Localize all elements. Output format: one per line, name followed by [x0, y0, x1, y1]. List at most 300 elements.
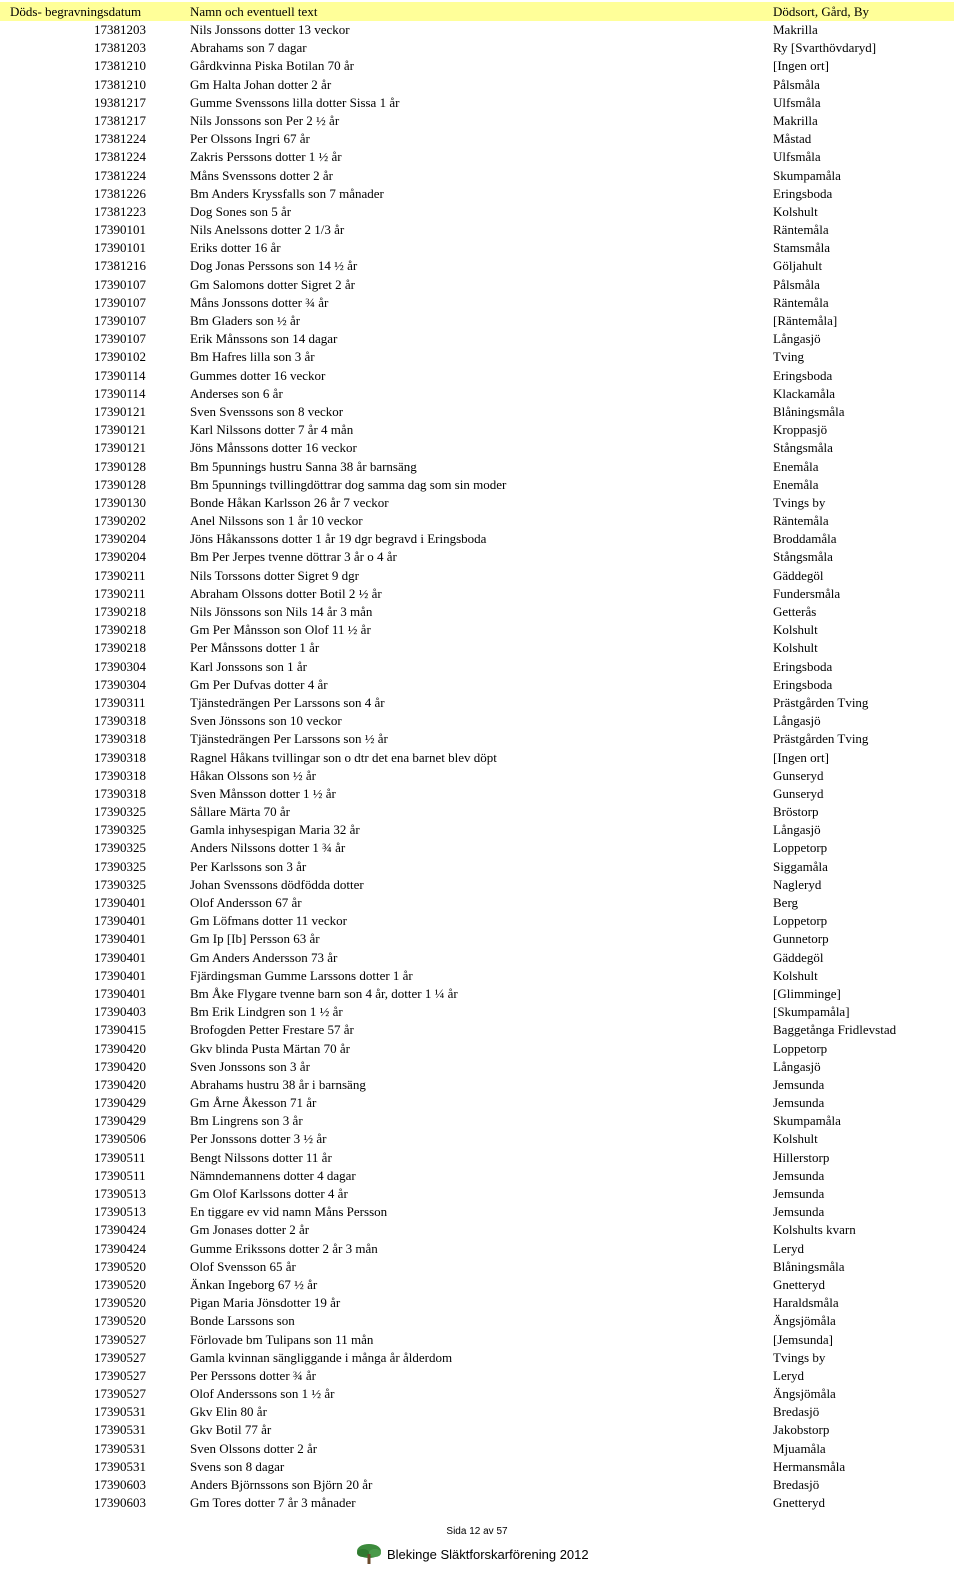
table-row	[0, 967, 960, 985]
table-row	[0, 385, 960, 403]
cell-name: Bonde Håkan Karlsson 26 år 7 veckor	[190, 494, 389, 510]
table-row	[0, 949, 960, 967]
cell-date: 17390401	[94, 895, 146, 910]
page-number: Sida 12 av 57	[446, 1526, 508, 1537]
cell-place: Baggetånga Fridlevstad	[773, 1022, 897, 1038]
cell-name: Dog Jonas Perssons son 14 ½ år	[190, 258, 358, 274]
cell-place: Leryd	[773, 1367, 805, 1383]
cell-place: Långasjö	[773, 1058, 821, 1074]
cell-place: Jemsunda	[773, 1095, 825, 1111]
cell-place: Kolshult	[773, 640, 818, 656]
cell-date: 17390318	[94, 731, 146, 747]
cell-name: Bm 5punnings tvillingdöttrar dog samma dag som sin moder	[190, 476, 507, 492]
header-date: Döds- begravningsdatum	[10, 4, 142, 19]
tree-icon	[355, 1543, 383, 1565]
table-row	[0, 767, 960, 785]
cell-date: 17390128	[94, 476, 146, 492]
cell-name: Nils Jonssons dotter 13 veckor	[190, 22, 350, 37]
cell-place: Bredasjö	[773, 1404, 820, 1420]
cell-name: Tjänstedrängen Per Larssons son 4 år	[190, 694, 385, 710]
cell-place: Loppetorp	[773, 913, 828, 929]
table-row	[0, 1149, 960, 1167]
cell-place: Gunseryd	[773, 767, 824, 783]
cell-place: Bredasjö	[773, 1477, 820, 1492]
table-row	[0, 1058, 960, 1076]
cell-place: Haraldsmåla	[773, 1295, 839, 1311]
table-row	[0, 1240, 960, 1258]
table-row	[0, 676, 960, 694]
cell-place: Gunnetorp	[773, 931, 829, 947]
table-row	[0, 348, 960, 366]
cell-name: Gamla kvinnan sängliggande i många år ålderdom	[190, 1349, 453, 1365]
cell-name: Bm Erik Lindgren son 1 ½ år	[190, 1004, 343, 1020]
cell-name: Per Månssons dotter 1 år	[190, 640, 320, 656]
cell-place: Gunseryd	[773, 785, 824, 801]
footer	[355, 1542, 589, 1566]
table-row	[0, 312, 960, 330]
table-row	[0, 367, 960, 385]
table-row	[0, 203, 960, 221]
cell-place: Enemåla	[773, 458, 819, 474]
table-row	[0, 1040, 960, 1058]
cell-place: Ulfsmåla	[773, 94, 821, 110]
cell-date: 17390325	[94, 840, 146, 856]
table-row	[0, 1203, 960, 1221]
table-row	[0, 730, 960, 748]
cell-name: Svens son 8 dagar	[190, 1458, 285, 1474]
table-row	[0, 130, 960, 148]
table-row	[0, 21, 960, 39]
cell-place: Jakobstorp	[773, 1422, 830, 1438]
cell-date: 17390603	[94, 1495, 146, 1511]
cell-date: 17390531	[94, 1422, 146, 1438]
cell-name: Karl Nilssons dotter 7 år 4 mån	[190, 422, 354, 438]
cell-date: 17390531	[94, 1440, 146, 1456]
cell-place: Loppetorp	[773, 1040, 828, 1056]
cell-place: Loppetorp	[773, 840, 828, 856]
cell-date: 17390107	[94, 331, 146, 347]
table-body	[0, 21, 960, 1512]
table-row	[0, 148, 960, 166]
cell-name: Bm Lingrens son 3 år	[190, 1113, 303, 1129]
cell-date: 17390218	[94, 640, 146, 656]
cell-place: Kroppasjö	[773, 422, 828, 438]
cell-place: Gäddegöl	[773, 567, 824, 583]
cell-date: 17390401	[94, 913, 146, 929]
table-row	[0, 712, 960, 730]
cell-name: Brofogden Petter Frestare 57 år	[190, 1022, 354, 1038]
cell-date: 17390325	[94, 822, 146, 838]
cell-name: Zakris Perssons dotter 1 ½ år	[190, 149, 342, 165]
cell-date: 19381217	[94, 94, 146, 110]
cell-date: 17390401	[94, 931, 146, 947]
table-row	[0, 1094, 960, 1112]
cell-name: Sven Svenssons son 8 veckor	[190, 403, 344, 419]
cell-date: 17390218	[94, 604, 146, 619]
cell-date: 17390107	[94, 276, 146, 292]
cell-name: Per Jonssons dotter 3 ½ år	[190, 1131, 327, 1147]
table-row	[0, 1349, 960, 1367]
cell-name: Tjänstedrängen Per Larssons son ½ år	[190, 731, 388, 747]
table-row	[0, 1476, 960, 1494]
cell-place: Jemsunda	[773, 1186, 825, 1201]
cell-name: Gkv Elin 80 år	[190, 1404, 267, 1420]
cell-place: Långasjö	[773, 822, 821, 838]
cell-name: Nämndemannens dotter 4 dagar	[190, 1167, 356, 1183]
cell-place: Ulfsmåla	[773, 149, 821, 165]
cell-date: 17390325	[94, 858, 146, 874]
cell-place: Stamsmåla	[773, 240, 831, 256]
table-row	[0, 985, 960, 1003]
cell-place: Gnetteryd	[773, 1276, 825, 1292]
cell-name: Nils Jonssons son Per 2 ½ år	[190, 112, 340, 128]
cell-name: Sållare Märta 70 år	[190, 804, 290, 820]
table-row	[0, 1221, 960, 1239]
cell-name: Gkv blinda Pusta Märtan 70 år	[190, 1040, 350, 1056]
cell-place: Enemåla	[773, 476, 819, 492]
cell-date: 17390506	[94, 1131, 146, 1147]
cell-date: 17390420	[94, 1076, 146, 1092]
cell-name: Gm Löfmans dotter 11 veckor	[190, 913, 347, 929]
cell-name: Per Olssons Ingri 67 år	[190, 131, 310, 147]
table-row	[0, 276, 960, 294]
cell-name: Anders Björnssons son Björn 20 år	[190, 1477, 373, 1492]
cell-date: 17390511	[94, 1149, 146, 1165]
cell-place: Eringsboda	[773, 658, 833, 674]
table-row	[0, 894, 960, 912]
table-row	[0, 294, 960, 312]
table-row	[0, 94, 960, 112]
cell-place: Prästgården Tving	[773, 731, 869, 747]
table-row	[0, 494, 960, 512]
table-row	[0, 1440, 960, 1458]
cell-date: 17381210	[94, 76, 146, 92]
table-row	[0, 603, 960, 621]
cell-date: 17390325	[94, 876, 146, 892]
cell-date: 17390204	[94, 531, 146, 547]
cell-place: Bröstorp	[773, 804, 819, 820]
cell-date: 17390520	[94, 1258, 146, 1274]
table-row	[0, 1458, 960, 1476]
cell-date: 17390527	[94, 1349, 146, 1365]
cell-name: Sven Olssons dotter 2 år	[190, 1440, 318, 1456]
cell-name: Ragnel Håkans tvillingar son o dtr det ena barnet blev döpt	[190, 749, 497, 765]
cell-date: 17390527	[94, 1331, 146, 1347]
cell-place: Stångsmåla	[773, 440, 833, 456]
cell-place: Ängsjömåla	[773, 1386, 836, 1402]
cell-name: Dog Sones son 5 år	[190, 203, 292, 219]
cell-name: Gm Tores dotter 7 år 3 månader	[190, 1495, 356, 1511]
cell-date: 17390102	[94, 349, 146, 365]
cell-place: Skumpamåla	[773, 167, 841, 183]
cell-place: Prästgården Tving	[773, 694, 869, 710]
cell-place: Makrilla	[773, 112, 818, 128]
cell-place: Blåningsmåla	[773, 403, 845, 419]
cell-date: 17390429	[94, 1113, 146, 1129]
cell-date: 17390204	[94, 549, 146, 565]
cell-date: 17390424	[94, 1240, 146, 1256]
cell-date: 17390401	[94, 949, 146, 965]
cell-place: Gnetteryd	[773, 1495, 825, 1511]
cell-name: Pigan Maria Jönsdotter 19 år	[190, 1295, 341, 1311]
table-row	[0, 585, 960, 603]
cell-date: 17390318	[94, 749, 146, 765]
cell-name: Bm 5punnings hustru Sanna 38 år barnsäng	[190, 458, 417, 474]
cell-date: 17390311	[94, 694, 146, 710]
table-row	[0, 439, 960, 457]
cell-date: 17390420	[94, 1058, 146, 1074]
cell-name: Gm Anders Andersson 73 år	[190, 949, 338, 965]
table-row	[0, 839, 960, 857]
cell-place: Kolshults kvarn	[773, 1222, 856, 1238]
cell-name: Nils Torssons dotter Sigret 9 dgr	[190, 567, 359, 583]
cell-date: 17390513	[94, 1186, 146, 1201]
table-row	[0, 1331, 960, 1349]
table-row	[0, 1421, 960, 1439]
cell-date: 17390511	[94, 1167, 146, 1183]
table-row	[0, 1367, 960, 1385]
table-row	[0, 239, 960, 257]
cell-place: [Skumpamåla]	[773, 1004, 850, 1020]
cell-date: 17390107	[94, 294, 146, 310]
table-row	[0, 639, 960, 657]
table-row	[0, 1494, 960, 1512]
cell-date: 17390114	[94, 367, 146, 383]
table-row	[0, 658, 960, 676]
cell-date: 17390101	[94, 222, 146, 238]
table-row	[0, 185, 960, 203]
cell-date: 17390101	[94, 240, 146, 256]
table-row	[0, 785, 960, 803]
cell-place: Räntemåla	[773, 222, 829, 238]
cell-date: 17381203	[94, 40, 146, 56]
cell-date: 17390325	[94, 804, 146, 820]
cell-place: Mjuamåla	[773, 1440, 826, 1456]
cell-name: Jöns Håkanssons dotter 1 år 19 dgr begravd i Eringsboda	[190, 531, 487, 547]
table-row	[0, 167, 960, 185]
cell-name: Bonde Larssons son	[190, 1313, 295, 1329]
table-row	[0, 876, 960, 894]
cell-name: Erik Månssons son 14 dagar	[190, 331, 338, 347]
table-row	[0, 257, 960, 275]
table-row	[0, 548, 960, 566]
cell-date: 17390520	[94, 1313, 146, 1329]
cell-name: Måns Jonssons dotter ¾ år	[190, 294, 329, 310]
table-row	[0, 1076, 960, 1094]
header-name: Namn och eventuell text	[190, 4, 318, 19]
table-row	[0, 221, 960, 239]
table-row	[0, 1167, 960, 1185]
cell-name: Gm Per Månsson son Olof 11 ½ år	[190, 622, 371, 638]
table-row	[0, 1130, 960, 1148]
cell-date: 17390318	[94, 713, 146, 729]
cell-date: 17390531	[94, 1404, 146, 1420]
table-row	[0, 1258, 960, 1276]
table-row	[0, 530, 960, 548]
cell-date: 17390121	[94, 403, 146, 419]
table-row	[0, 1003, 960, 1021]
table-row	[0, 930, 960, 948]
cell-place: Fundersmåla	[773, 585, 841, 601]
cell-date: 17390121	[94, 440, 146, 456]
cell-date: 17381223	[94, 203, 146, 219]
cell-place: Tving	[773, 349, 805, 365]
cell-date: 17390211	[94, 585, 146, 601]
table-row	[0, 1385, 960, 1403]
cell-place: Siggamåla	[773, 858, 828, 874]
cell-place: Måstad	[773, 131, 812, 147]
cell-date: 17390128	[94, 458, 146, 474]
table-row	[0, 694, 960, 712]
table-row	[0, 1312, 960, 1330]
cell-date: 17390202	[94, 513, 146, 529]
cell-date: 17390121	[94, 422, 146, 438]
cell-date: 17390107	[94, 313, 146, 328]
cell-name: Sven Jonssons son 3 år	[190, 1058, 310, 1074]
cell-date: 17390318	[94, 767, 146, 783]
cell-date: 17390114	[94, 385, 146, 401]
table-row	[0, 421, 960, 439]
cell-name: Nils Anelssons dotter 2 1/3 år	[190, 222, 345, 238]
cell-name: Eriks dotter 16 år	[190, 240, 281, 256]
cell-place: Långasjö	[773, 713, 821, 729]
cell-place: Berg	[773, 895, 799, 910]
cell-date: 17390527	[94, 1386, 146, 1402]
cell-name: Gm Olof Karlssons dotter 4 år	[190, 1186, 348, 1201]
cell-date: 17381224	[94, 167, 146, 183]
cell-place: Ängsjömåla	[773, 1313, 836, 1329]
cell-date: 17381217	[94, 112, 146, 128]
cell-name: Per Perssons dotter ¾ år	[190, 1367, 317, 1383]
cell-place: [Räntemåla]	[773, 313, 838, 328]
cell-date: 17381210	[94, 58, 146, 74]
table-row	[0, 621, 960, 639]
cell-date: 17390218	[94, 622, 146, 638]
table-row	[0, 1403, 960, 1421]
cell-place: Kolshult	[773, 203, 818, 219]
cell-place: Kolshult	[773, 1131, 818, 1147]
cell-date: 17390211	[94, 567, 146, 583]
cell-name: Bm Gladers son ½ år	[190, 313, 301, 328]
cell-date: 17390420	[94, 1040, 146, 1056]
cell-date: 17390304	[94, 658, 146, 674]
cell-place: Eringsboda	[773, 367, 833, 383]
table-row	[0, 1294, 960, 1312]
cell-name: Abraham Olssons dotter Botil 2 ½ år	[190, 585, 382, 601]
cell-date: 17390318	[94, 785, 146, 801]
cell-date: 17381224	[94, 131, 146, 147]
cell-name: Sven Månsson dotter 1 ½ år	[190, 785, 336, 801]
table-row	[0, 749, 960, 767]
table-row	[0, 112, 960, 130]
cell-name: En tiggare ev vid namn Måns Persson	[190, 1204, 388, 1220]
cell-place: Skumpamåla	[773, 1113, 841, 1129]
cell-place: Ry [Svarthövdaryd]	[773, 40, 877, 56]
cell-place: Hermansmåla	[773, 1458, 846, 1474]
table-row	[0, 821, 960, 839]
cell-place: [Ingen ort]	[773, 58, 829, 74]
cell-date: 17390401	[94, 985, 146, 1001]
cell-name: Gårdkvinna Piska Botilan 70 år	[190, 58, 354, 74]
cell-name: Per Karlssons son 3 år	[190, 858, 307, 874]
cell-place: Jemsunda	[773, 1076, 825, 1092]
table-row	[0, 476, 960, 494]
cell-date: 17390415	[94, 1022, 146, 1038]
cell-place: Leryd	[773, 1240, 805, 1256]
cell-date: 17390401	[94, 967, 146, 983]
cell-name: Gamla inhysespigan Maria 32 år	[190, 822, 360, 838]
table-row	[0, 39, 960, 57]
footer-org: Blekinge Släktforskarförening 2012	[387, 1546, 589, 1562]
cell-date: 17381216	[94, 258, 146, 274]
cell-date: 17381203	[94, 22, 146, 37]
cell-name: Gumme Erikssons dotter 2 år 3 mån	[190, 1240, 378, 1256]
cell-place: Eringsboda	[773, 676, 833, 692]
cell-place: [Ingen ort]	[773, 749, 829, 765]
cell-name: Bm Anders Kryssfalls son 7 månader	[190, 185, 384, 201]
cell-place: Broddamåla	[773, 531, 837, 547]
cell-place: Kolshult	[773, 622, 818, 638]
cell-name: Gm Årne Åkesson 71 år	[190, 1095, 317, 1111]
cell-place: Stångsmåla	[773, 549, 833, 565]
cell-place: Räntemåla	[773, 294, 829, 310]
cell-place: Räntemåla	[773, 513, 829, 529]
cell-name: Johan Svenssons dödfödda dotter	[190, 876, 364, 892]
cell-name: Bm Åke Flygare tvenne barn son 4 år, dotter 1 ¼ år	[190, 985, 458, 1001]
table-row	[0, 803, 960, 821]
cell-name: Gkv Botil 77 år	[190, 1422, 272, 1438]
cell-name: Olof Andersson 67 år	[190, 895, 302, 910]
cell-place: Hillerstorp	[773, 1149, 830, 1165]
table-row	[0, 512, 960, 530]
cell-date: 17390531	[94, 1458, 146, 1474]
cell-name: Jöns Månssons dotter 16 veckor	[190, 440, 357, 456]
cell-place: Långasjö	[773, 331, 821, 347]
cell-name: Håkan Olssons son ½ år	[190, 767, 317, 783]
cell-name: Abrahams hustru 38 år i barnsäng	[190, 1076, 366, 1092]
cell-date: 17381224	[94, 149, 146, 165]
cell-place: Klackamåla	[773, 385, 836, 401]
cell-name: Abrahams son 7 dagar	[190, 40, 307, 56]
cell-date: 17381226	[94, 185, 146, 201]
cell-place: Pålsmåla	[773, 76, 820, 92]
cell-name: Gm Salomons dotter Sigret 2 år	[190, 276, 356, 292]
cell-name: Bm Per Jerpes tvenne döttrar 3 år o 4 år	[190, 549, 397, 565]
table-row	[0, 57, 960, 75]
cell-place: Jemsunda	[773, 1167, 825, 1183]
cell-place: Göljahult	[773, 258, 823, 274]
cell-date: 17390603	[94, 1477, 146, 1492]
cell-date: 17390429	[94, 1095, 146, 1111]
cell-place: Nagleryd	[773, 876, 822, 892]
cell-name: Gumme Svenssons lilla dotter Sissa 1 år	[190, 94, 400, 110]
cell-name: Anderses son 6 år	[190, 385, 283, 401]
cell-name: Gm Per Dufvas dotter 4 år	[190, 676, 328, 692]
cell-place: [Glimminge]	[773, 985, 841, 1001]
cell-name: Gm Ip [Ib] Persson 63 år	[190, 931, 320, 947]
cell-name: Gummes dotter 16 veckor	[190, 367, 326, 383]
cell-name: Måns Svenssons dotter 2 år	[190, 167, 333, 183]
table-row	[0, 1185, 960, 1203]
table-row	[0, 858, 960, 876]
cell-place: Blåningsmåla	[773, 1258, 845, 1274]
table-row	[0, 1276, 960, 1294]
cell-name: Gm Halta Johan dotter 2 år	[190, 76, 332, 92]
table-row	[0, 1021, 960, 1039]
table-header	[0, 2, 954, 21]
cell-date: 17390424	[94, 1222, 146, 1238]
table-row	[0, 1112, 960, 1130]
